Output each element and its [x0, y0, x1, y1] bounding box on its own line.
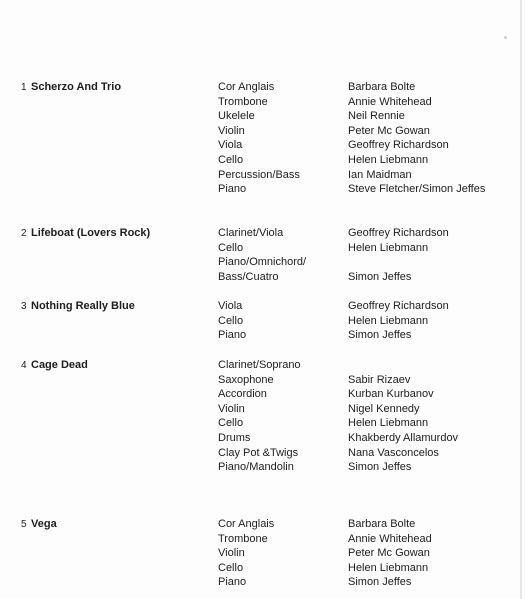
instrument: Drums	[218, 431, 251, 444]
track-number: 2	[21, 228, 27, 239]
performer: Helen Liebmann	[348, 561, 429, 574]
performer: Ian Maidman	[348, 168, 412, 181]
instrument: Cello	[218, 241, 244, 254]
instrument: Cello	[218, 561, 244, 574]
track-number: 4	[21, 360, 27, 371]
performer: Simon Jeffes	[348, 329, 412, 342]
instrument: Percussion/Bass	[218, 168, 300, 181]
performer	[348, 255, 449, 270]
instrument: Cello	[218, 153, 244, 166]
performer: Geoffrey Richardson	[348, 227, 449, 239]
performer: Peter Mc Gowan	[348, 547, 430, 560]
track-title: Scherzo And Trio	[31, 81, 122, 93]
performer: Barbara Bolte	[348, 518, 416, 530]
track-title: Vega	[31, 518, 57, 530]
instrument: Cor Anglais	[218, 518, 275, 530]
performer: Neil Rennie	[348, 110, 405, 123]
performer: Annie Whitehead	[348, 532, 432, 545]
performer: Helen Liebmann	[348, 314, 429, 327]
performer: Barbara Bolte	[348, 81, 416, 93]
instrument: Ukelele	[218, 110, 255, 123]
instrument-column	[218, 358, 301, 475]
performer: Geoffrey Richardson	[348, 300, 449, 312]
track-title: Lifeboat (Lovers Rock)	[31, 227, 151, 239]
instrument: Trombone	[218, 532, 268, 545]
track-number: 1	[21, 82, 27, 93]
performer: Kurban Kurbanov	[348, 388, 434, 401]
performer: Sabir Rizaev	[348, 373, 411, 386]
track-number: 5	[21, 519, 27, 530]
performer-column	[348, 517, 432, 590]
instrument: Piano	[218, 329, 247, 342]
instrument: Clay Pot &Twigs	[218, 446, 299, 459]
performer: Annie Whitehead	[348, 95, 432, 108]
performer: Geoffrey Richardson	[348, 139, 449, 152]
performer: Khakberdy Allamurdov	[348, 431, 459, 444]
instrument: Clarinet/Soprano	[218, 359, 301, 371]
performer: Peter Mc Gowan	[348, 124, 430, 137]
instrument: Bass/Cuatro	[218, 270, 279, 283]
performer: Helen Liebmann	[348, 417, 429, 430]
performer: Steve Fletcher/Simon Jeffes	[348, 183, 486, 196]
performer: Simon Jeffes	[348, 461, 412, 474]
performer-column	[348, 358, 458, 475]
instrument: Saxophone	[218, 373, 274, 386]
instrument-column	[218, 517, 274, 590]
page-edge	[520, 0, 522, 599]
instrument-column	[218, 80, 300, 197]
instrument: Cello	[218, 314, 244, 327]
instrument: Piano/Omnichord/	[218, 256, 307, 269]
performer-column	[348, 226, 449, 284]
instrument: Violin	[218, 547, 245, 560]
instrument: Trombone	[218, 95, 268, 108]
instrument: Cor Anglais	[218, 81, 275, 93]
instrument: Accordion	[218, 388, 267, 401]
track-title: Nothing Really Blue	[31, 300, 135, 312]
track-number: 3	[21, 301, 27, 312]
scan-speck	[504, 36, 507, 39]
performer: Nana Vasconcelos	[348, 446, 439, 459]
instrument: Piano	[218, 183, 247, 196]
instrument: Viola	[218, 300, 243, 312]
instrument-column	[218, 299, 246, 343]
instrument: Viola	[218, 139, 243, 152]
performer: Simon Jeffes	[348, 270, 412, 283]
performer-column	[348, 80, 485, 197]
instrument: Violin	[218, 124, 245, 137]
performer-column	[348, 299, 449, 343]
instrument: Violin	[218, 402, 245, 415]
instrument: Cello	[218, 417, 244, 430]
instrument: Piano	[218, 576, 247, 589]
performer: Helen Liebmann	[348, 153, 429, 166]
performer: Simon Jeffes	[348, 576, 412, 589]
track-title: Cage Dead	[31, 359, 88, 371]
instrument: Piano/Mandolin	[218, 461, 294, 474]
instrument-column	[218, 226, 306, 284]
instrument: Clarinet/Viola	[218, 227, 284, 239]
performer	[348, 358, 458, 373]
performer: Helen Liebmann	[348, 241, 429, 254]
performer: Nigel Kennedy	[348, 402, 420, 415]
